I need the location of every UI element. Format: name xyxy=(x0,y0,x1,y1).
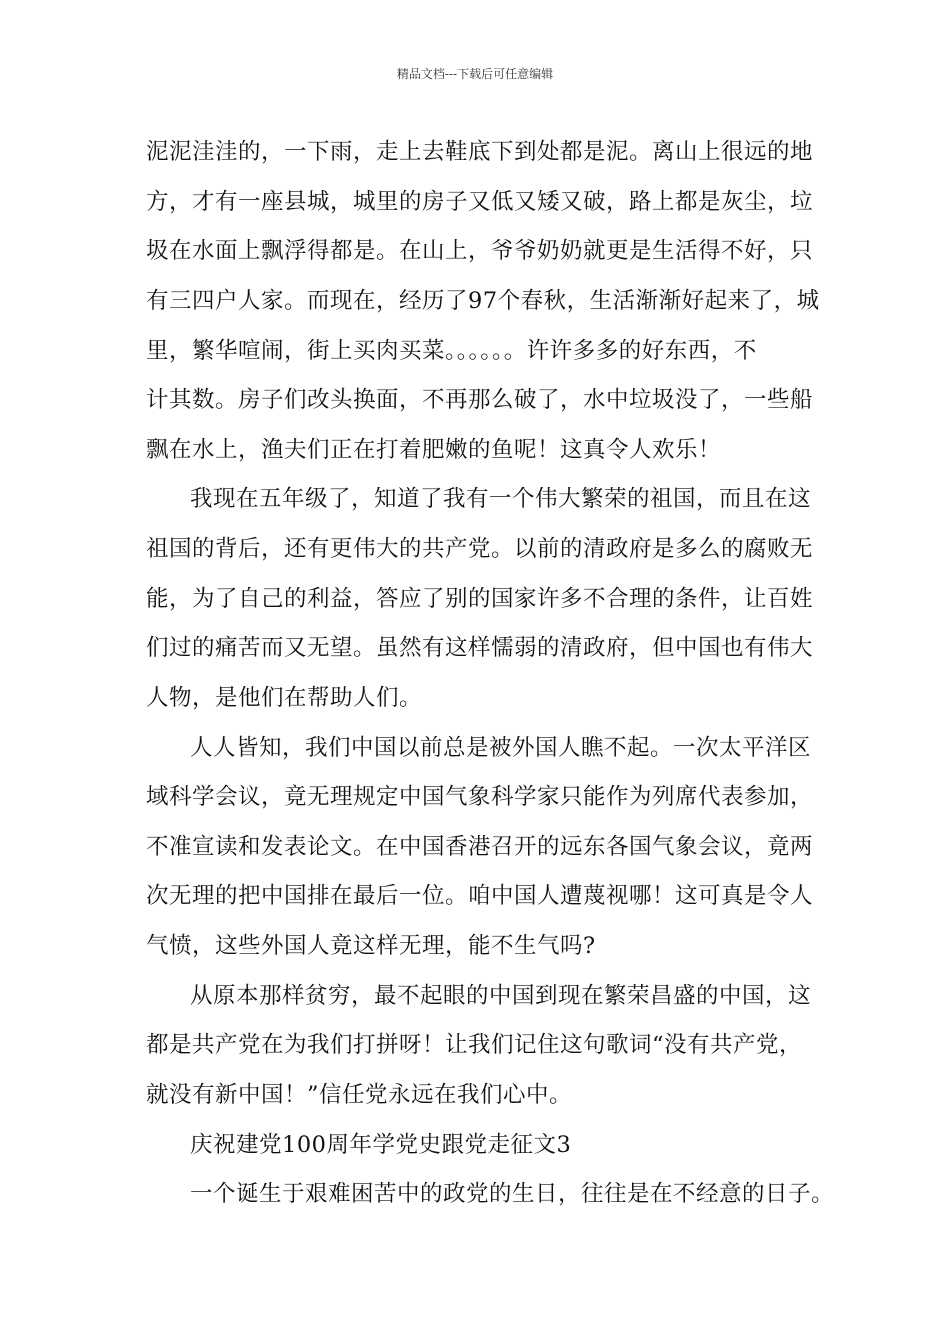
paragraph-first-line: 从原本那样贫穷，最不起眼的中国到现在繁荣昌盛的中国，这 xyxy=(190,983,812,1009)
text-line: 泥泥洼洼的，一下雨，走上去鞋底下到处都是泥。离山上很远的地 xyxy=(146,139,814,165)
text-line: 们过的痛苦而又无望。虽然有这样懦弱的清政府，但中国也有伟大 xyxy=(146,635,814,661)
text-line: 有三四户人家。而现在，经历了97个春秋，生活渐渐好起来了，城 xyxy=(146,288,820,314)
text-line: 圾在水面上飘浮得都是。在山上，爷爷奶奶就更是生活得不好，只 xyxy=(146,238,814,264)
text-line: 计其数。房子们改头换面，不再那么破了，水中垃圾没了，一些船 xyxy=(146,387,814,413)
text-line: 都是共产党在为我们打拼呀！让我们记住这句歌词“没有共产党， xyxy=(146,1032,803,1058)
text-line: 祖国的背后，还有更伟大的共产党。以前的清政府是多么的腐败无 xyxy=(146,536,814,562)
paragraph-first-line: 人人皆知，我们中国以前总是被外国人瞧不起。一次太平洋区 xyxy=(190,735,812,761)
text-line: 人物，是他们在帮助人们。 xyxy=(146,685,423,711)
paragraph-first-line: 我现在五年级了，知道了我有一个伟大繁荣的祖国，而且在这 xyxy=(190,486,812,512)
text-line: 次无理的把中国排在最后一位。咱中国人遭蔑视哪！这可真是令人 xyxy=(146,883,814,909)
text-line: 能，为了自己的利益，答应了别的国家许多不合理的条件，让百姓 xyxy=(146,586,814,612)
text-line: 里，繁华喧闹，街上买肉买菜。。。。。。许许多多的好东西，不 xyxy=(146,338,757,364)
page-header: 精品文档---下载后可任意编辑 xyxy=(396,67,554,81)
text-line: 不准宣读和发表论文。在中国香港召开的远东各国气象会议，竟两 xyxy=(146,834,814,860)
text-line: 飘在水上，渔夫们正在打着肥嫩的鱼呢！这真令人欢乐！ xyxy=(146,437,722,463)
paragraph-first-line: 一个诞生于艰难困苦中的政党的生日，往往是在不经意的日子。 xyxy=(190,1181,835,1207)
text-line: 气愤，这些外国人竟这样无理，能不生气吗? xyxy=(146,933,596,959)
text-line: 方，才有一座县城，城里的房子又低又矮又破，路上都是灰尘，垃 xyxy=(146,189,814,215)
text-line: 就没有新中国！”信任党永远在我们心中。 xyxy=(146,1082,573,1108)
section-title: 庆祝建党100周年学党史跟党走征文3 xyxy=(190,1132,572,1158)
text-line: 域科学会议，竟无理规定中国气象科学家只能作为列席代表参加， xyxy=(146,784,814,810)
